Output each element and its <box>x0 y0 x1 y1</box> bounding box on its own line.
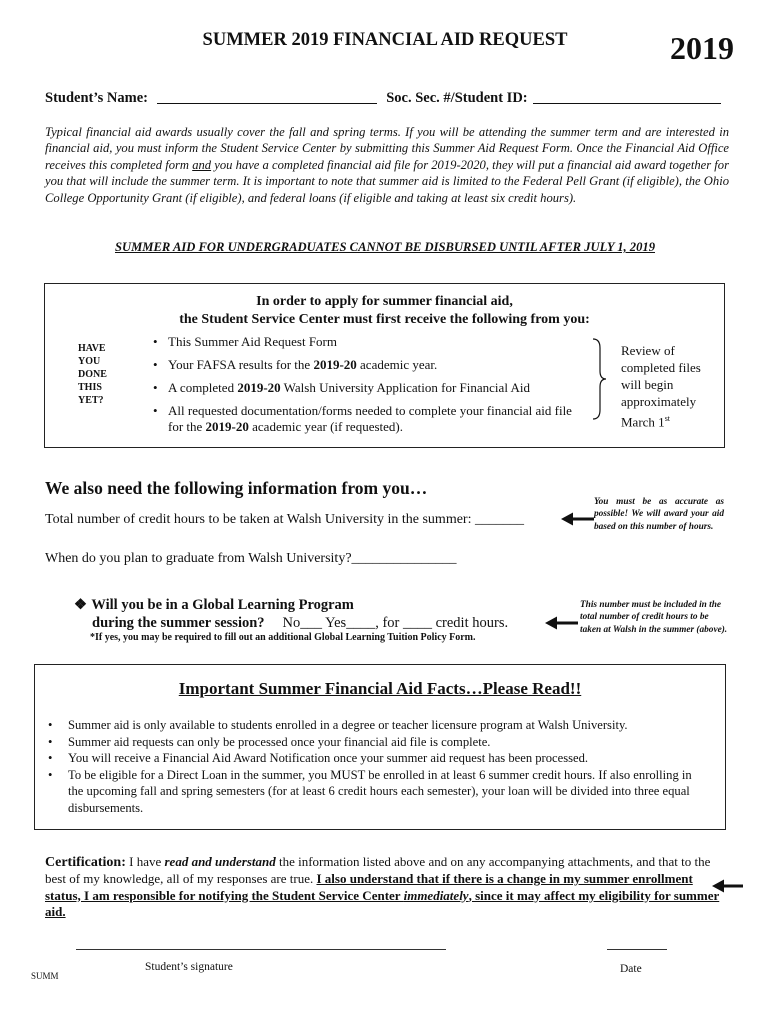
form-title: SUMMER 2019 FINANCIAL AID REQUEST <box>202 30 568 50</box>
requirements-list <box>151 334 581 442</box>
you-word: YOU <box>78 356 101 367</box>
fact-item: • Summer aid requests can only be processed once your financial aid file is complete. <box>68 734 708 751</box>
requirement-text: Your FAFSA results for the <box>168 357 314 372</box>
requirement-item <box>151 357 581 373</box>
left-arrow-icon <box>545 616 579 630</box>
graduation-label: When do you plan to graduate from Walsh University? <box>45 551 352 566</box>
form-year: 2019 <box>670 30 734 66</box>
certification-immediately: immediately <box>403 887 469 903</box>
signature-label: Student’s signature <box>145 961 233 973</box>
ssn-field[interactable] <box>533 90 721 104</box>
student-name-label: Student’s Name: <box>45 90 148 106</box>
left-arrow-icon <box>712 879 744 893</box>
certification-text: I have <box>125 854 165 869</box>
this-word: THIS <box>78 382 102 393</box>
requirements-heading-line2: the Student Service Center must first receive the following from you: <box>179 312 590 327</box>
facts-list <box>68 717 708 816</box>
global-policy-note: *If yes, you may be required to fill out an additional Global Learning Tuition Policy Form. <box>90 632 476 643</box>
have-you-done-label <box>78 342 107 407</box>
requirement-text: academic year. <box>356 357 438 372</box>
requirement-text: All requested documentation/forms needed to complete your financial aid file for the <box>168 403 572 434</box>
intro-text-1: Typical financial aid awards usually cover the fall and spring terms. If you will be attending the summer term and are interested in financial aid, you must inform the Student Service Center by submitting this Summer Aid Request Form. Once the Financial Aid Office receives this completed form <box>45 125 729 172</box>
requirement-text: A completed <box>168 380 238 395</box>
right-brace-icon <box>591 338 607 420</box>
review-note <box>621 342 721 430</box>
credit-hours-label: Total number of credit hours to be taken at Walsh University in the summer: <box>45 512 472 527</box>
requirement-item <box>151 403 581 435</box>
requirements-heading-line1: In order to apply for summer financial aid, <box>256 294 513 309</box>
global-answer-field[interactable]: No___ Yes____, for ____ credit hours. <box>282 615 509 631</box>
requirements-heading <box>45 293 724 329</box>
signature-field[interactable] <box>76 949 446 950</box>
credit-hours-field[interactable]: _______ <box>474 512 524 527</box>
left-arrow-icon <box>561 512 595 526</box>
certification-underlined: , since it may affect my eligibility for summer aid. <box>45 887 720 919</box>
graduation-question <box>45 551 457 567</box>
facts-heading: Important Summer Financial Aid Facts…Please Read!! <box>178 679 582 698</box>
certification-text: the information listed above and on any accompanying attachments, and that to the best of my knowledge, all of my responses are true. <box>45 854 711 887</box>
fact-item: • Summer aid is only available to students enrolled in a degree or teacher licensure program at Walsh University. <box>68 717 708 734</box>
certification-statement <box>45 854 725 920</box>
facts-box <box>34 664 726 830</box>
included-note: This number must be included in the total number of credit hours to be taken at Walsh in the summer (above). <box>580 600 728 635</box>
review-sup: st <box>664 414 671 423</box>
fact-item: • You will receive a Financial Aid Award Notification once your summer aid request has been processed. <box>68 750 708 767</box>
have-word: HAVE <box>78 343 106 354</box>
accuracy-note: You must be as accurate as possible! We will award your aid based on this number of hours. <box>594 497 724 532</box>
requirement-text: This Summer Aid Request Form <box>168 334 337 349</box>
global-question-line1: Will you be in a Global Learning Program <box>91 597 354 613</box>
requirements-box <box>44 283 725 448</box>
fact-item: • To be eligible for a Direct Loan in the summer, you MUST be enrolled in at least 6 summer credit hours. If also enrolling in the upcoming fall and spring semesters (for at least 6 credit hours each semester), your loan will be divided into three equal disbursements. <box>68 767 708 817</box>
requirement-text: academic year (if requested). <box>248 419 403 434</box>
student-name-field[interactable] <box>157 90 377 104</box>
requirement-year: 2019-20 <box>313 357 357 372</box>
intro-paragraph <box>45 124 729 206</box>
requirement-item <box>151 334 581 350</box>
credit-hours-question <box>45 512 524 528</box>
date-label: Date <box>620 963 642 975</box>
requirement-year: 2019-20 <box>237 380 281 395</box>
disbursement-warning: SUMMER AID FOR UNDERGRADUATES CANNOT BE DISBURSED UNTIL AFTER JULY 1, 2019 <box>115 240 655 254</box>
footer-code: SUMM <box>31 971 59 981</box>
student-id-line <box>45 90 721 107</box>
intro-text-2: you have a completed financial aid file for 2019-2020, they will put a financial aid award together for you that will include the summer term. It is important to note that summer aid is limited to the Federal Pell Grant (if eligible), the Ohio College Opportunity Grant (if eligible), and federal loans (if eligible and taking at least six credit hours). <box>45 157 730 205</box>
diamond-bullet-icon: ❖ <box>74 597 87 613</box>
intro-underlined-word: and <box>192 157 212 172</box>
yet-word: YET? <box>78 395 104 406</box>
review-text: Review of completed files will begin approximately March 1 <box>621 343 701 430</box>
certification-underlined: I also understand that if there is a change in my summer enrollment status, I am responsible for notifying the Student Service Center <box>45 871 693 903</box>
requirement-year: 2019-20 <box>205 419 249 434</box>
certification-emphasis: read and understand <box>164 854 276 869</box>
ssn-label: Soc. Sec. #/Student ID: <box>386 90 528 106</box>
requirement-text: Walsh University Application for Financial Aid <box>280 380 530 395</box>
date-field[interactable] <box>607 949 667 950</box>
done-word: DONE <box>78 369 107 380</box>
certification-label: Certification: <box>45 855 126 870</box>
requirement-item <box>151 380 581 396</box>
global-question-line2: during the summer session? <box>92 615 265 631</box>
additional-info-heading: We also need the following information from you… <box>45 478 428 498</box>
global-learning-question <box>74 596 508 632</box>
graduation-field[interactable]: _______________ <box>351 551 457 566</box>
